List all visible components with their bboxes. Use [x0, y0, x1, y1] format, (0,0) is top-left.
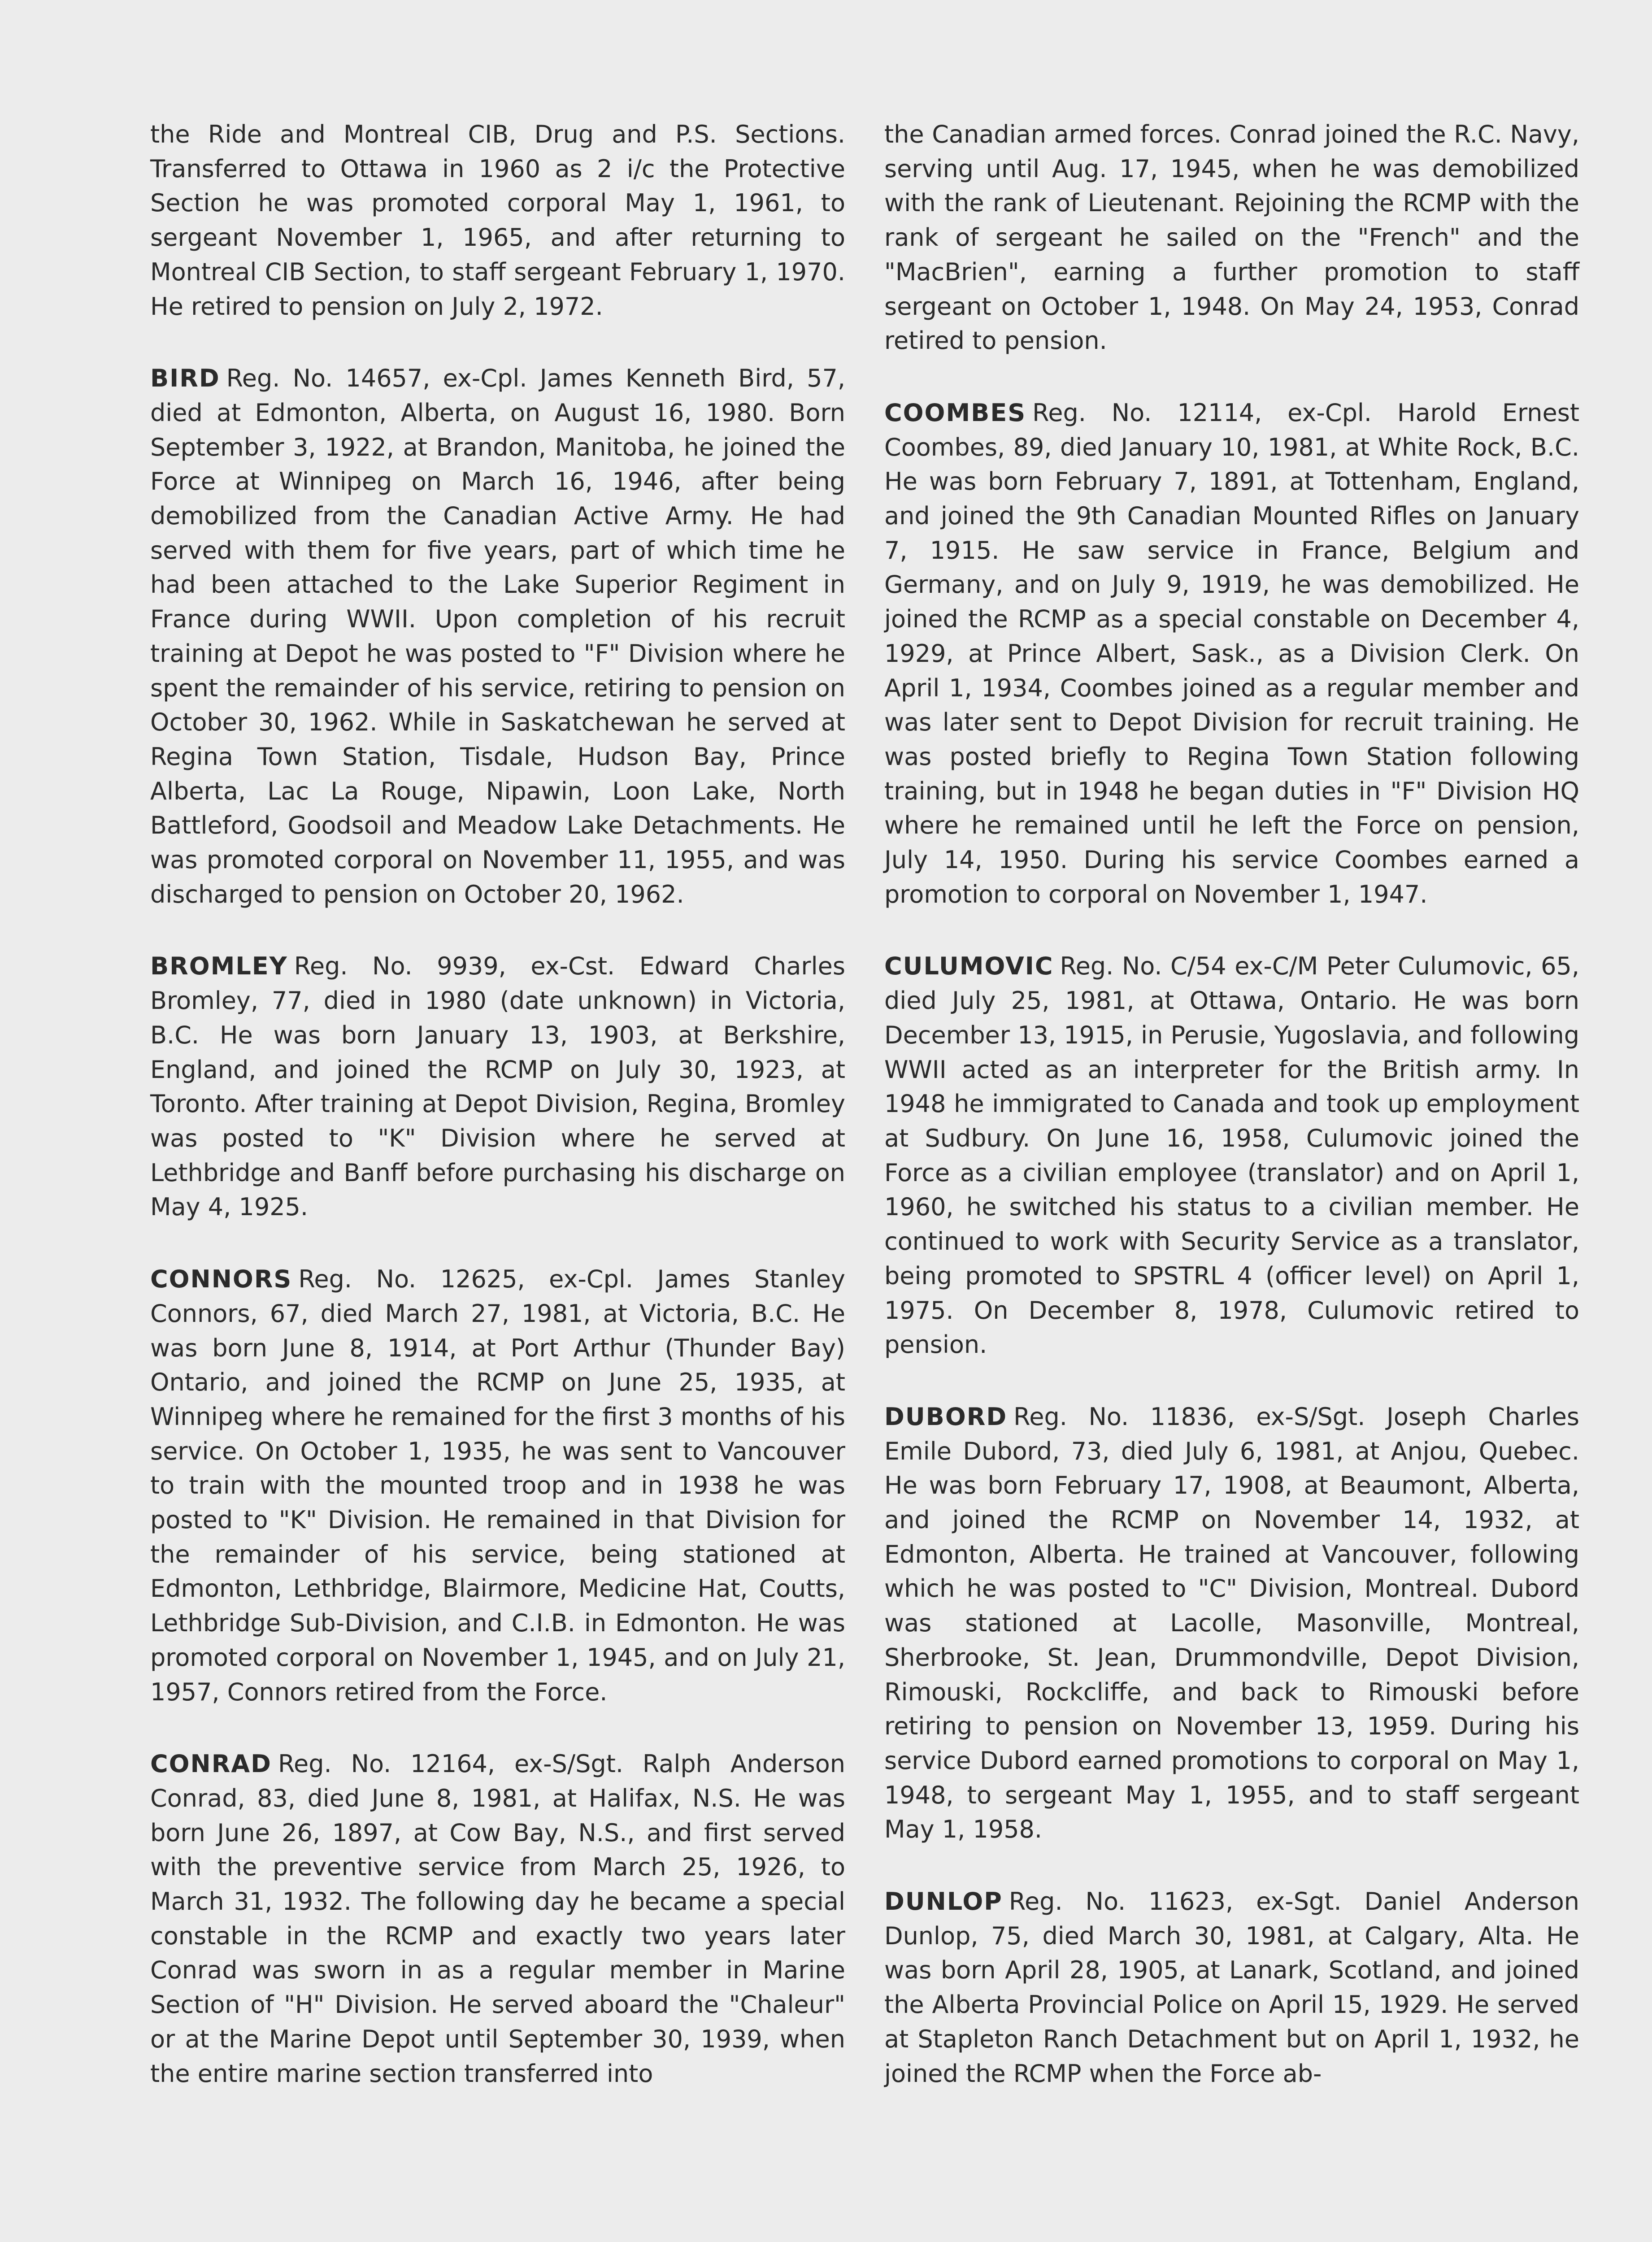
obituary-dubord	[884, 1400, 1579, 1847]
surname-heading: DUBORD	[884, 1402, 1008, 1431]
surname-heading: DUNLOP	[884, 1887, 1003, 1916]
surname-heading: BIRD	[150, 364, 220, 393]
paragraph-text: the Canadian armed forces. Conrad joined the R.C. Navy, serving until Aug. 17, 1945, when he was demobilized with the rank of Lieutenant. Rejoining the RCMP with the rank of sergeant he sailed on the "French" and the "MacBrien", earning a further promotion to staff sergeant on October 1, 1948. On May 24, 1953, Conrad retired to pension.	[884, 120, 1579, 355]
surname-heading: COOMBES	[884, 398, 1026, 427]
obituary-bromley	[150, 949, 845, 1225]
surname-heading: CULUMOVIC	[884, 952, 1054, 981]
continued-paragraph	[884, 117, 1579, 358]
obituary-coombes	[884, 396, 1579, 912]
obituary-bird	[150, 361, 845, 912]
obituary-connors	[150, 1262, 845, 1709]
paragraph-text: Reg. No. 11836, ex-S/Sgt. Joseph Charles Emile Dubord, 73, died July 6, 1981, at Anjou, Quebec. He was born February 17, 1908, at Beaumont, Alberta, and joined the RCMP on November 14, 1932, at Edmonton, Alberta. He trained at Vancouver, following which he was posted to "C" Division, Montreal. Dubord was stationed at Lacolle, Masonville, Montreal, Sherbrooke, St. Jean, Drummondville, Depot Division, Rimouski, Rockcliffe, and back to Rimouski before retiring to pension on November 13, 1959. During his service Dubord earned promotions to corporal on May 1, 1948, to sergeant May 1, 1955, and to staff sergeant May 1, 1958.	[884, 1402, 1579, 1844]
obituary-conrad	[150, 1747, 845, 2091]
paragraph-text: the Ride and Montreal CIB, Drug and P.S. Sections. Transferred to Ottawa in 1960 as 2 i/c the Protective Section he was promoted corporal May 1, 1961, to sergeant November 1, 1965, and after returning to Montreal CIB Section, to staff sergeant February 1, 1970. He retired to pension on July 2, 1972.	[150, 120, 845, 321]
continued-paragraph	[150, 117, 845, 324]
right-column	[884, 117, 1579, 2129]
paragraph-text: Reg. No. 11623, ex-Sgt. Daniel Anderson Dunlop, 75, died March 30, 1981, at Calgary, Alta. He was born April 28, 1905, at Lanark, Scotland, and joined the Alberta Provincial Police on April 15, 1929. He served at Stapleton Ranch Detachment but on April 1, 1932, he joined the RCMP when the Force ab-	[884, 1887, 1579, 2088]
left-column	[150, 117, 845, 2129]
paragraph-text: Reg. No. 14657, ex-Cpl. James Kenneth Bird, 57, died at Edmonton, Alberta, on August 16, 1980. Born September 3, 1922, at Brandon, Manitoba, he joined the Force at Winnipeg on March 16, 1946, after being demobilized from the Canadian Active Army. He had served with them for five years, part of which time he had been attached to the Lake Superior Regiment in France during WWII. Upon completion of his recruit training at Depot he was posted to "F" Division where he spent the remainder of his service, retiring to pension on October 30, 1962. While in Saskatchewan he served at Regina Town Station, Tisdale, Hudson Bay, Prince Alberta, Lac La Rouge, Nipawin, Loon Lake, North Battleford, Goodsoil and Meadow Lake Detachments. He was promoted corporal on November 11, 1955, and was discharged to pension on October 20, 1962.	[150, 364, 845, 908]
paragraph-text: Reg. No. C/54 ex-C/M Peter Culumovic, 65, died July 25, 1981, at Ottawa, Ontario. He was born December 13, 1915, in Perusie, Yugoslavia, and following WWII acted as an interpreter for the British army. In 1948 he immigrated to Canada and took up employment at Sudbury. On June 16, 1958, Culumovic joined the Force as a civilian employee (translator) and on April 1, 1960, he switched his status to a civilian member. He continued to work with Security Service as a translator, being promoted to SPSTRL 4 (officer level) on April 1, 1975. On December 8, 1978, Culumovic retired to pension.	[884, 952, 1579, 1359]
surname-heading: CONNORS	[150, 1265, 292, 1294]
paragraph-text: Reg. No. 9939, ex-Cst. Edward Charles Bromley, 77, died in 1980 (date unknown) in Victoria, B.C. He was born January 13, 1903, at Berkshire, England, and joined the RCMP on July 30, 1923, at Toronto. After training at Depot Division, Regina, Bromley was posted to "K" Division where he served at Lethbridge and Banff before purchasing his discharge on May 4, 1925.	[150, 952, 845, 1221]
obituary-dunlop	[884, 1885, 1579, 2091]
paragraph-text: Reg. No. 12625, ex-Cpl. James Stanley Connors, 67, died March 27, 1981, at Victoria, B.C. He was born June 8, 1914, at Port Arthur (Thunder Bay) Ontario, and joined the RCMP on June 25, 1935, at Winnipeg where he remained for the first 3 months of his service. On October 1, 1935, he was sent to Vancouver to train with the mounted troop and in 1938 he was posted to "K" Division. He remained in that Division for the remainder of his service, being stationed at Edmonton, Lethbridge, Blairmore, Medicine Hat, Coutts, Lethbridge Sub-Division, and C.I.B. in Edmonton. He was promoted corporal on November 1, 1945, and on July 21, 1957, Connors retired from the Force.	[150, 1265, 845, 1706]
surname-heading: CONRAD	[150, 1750, 272, 1778]
paragraph-text: Reg. No. 12114, ex-Cpl. Harold Ernest Coombes, 89, died January 10, 1981, at White Rock, B.C. He was born February 7, 1891, at Tottenham, England, and joined the 9th Canadian Mounted Rifles on January 7, 1915. He saw service in France, Belgium and Germany, and on July 9, 1919, he was demobilized. He joined the RCMP as a special constable on December 4, 1929, at Prince Albert, Sask., as a Division Clerk. On April 1, 1934, Coombes joined as a regular member and was later sent to Depot Division for recruit training. He was posted briefly to Regina Town Station following training, but in 1948 he began duties in "F" Division HQ where he remained until he left the Force on pension, July 14, 1950. During his service Coombes earned a promotion to corporal on November 1, 1947.	[884, 398, 1579, 908]
paragraph-text: Reg. No. 12164, ex-S/Sgt. Ralph Anderson Conrad, 83, died June 8, 1981, at Halifax, N.S. He was born June 26, 1897, at Cow Bay, N.S., and first served with the preventive service from March 25, 1926, to March 31, 1932. The following day he became a special constable in the RCMP and exactly two years later Conrad was sworn in as a regular member in Marine Section of "H" Division. He served aboard the "Chaleur" or at the Marine Depot until September 30, 1939, when the entire marine section transferred into	[150, 1750, 845, 2088]
obituary-culumovic	[884, 949, 1579, 1362]
surname-heading: BROMLEY	[150, 952, 288, 981]
